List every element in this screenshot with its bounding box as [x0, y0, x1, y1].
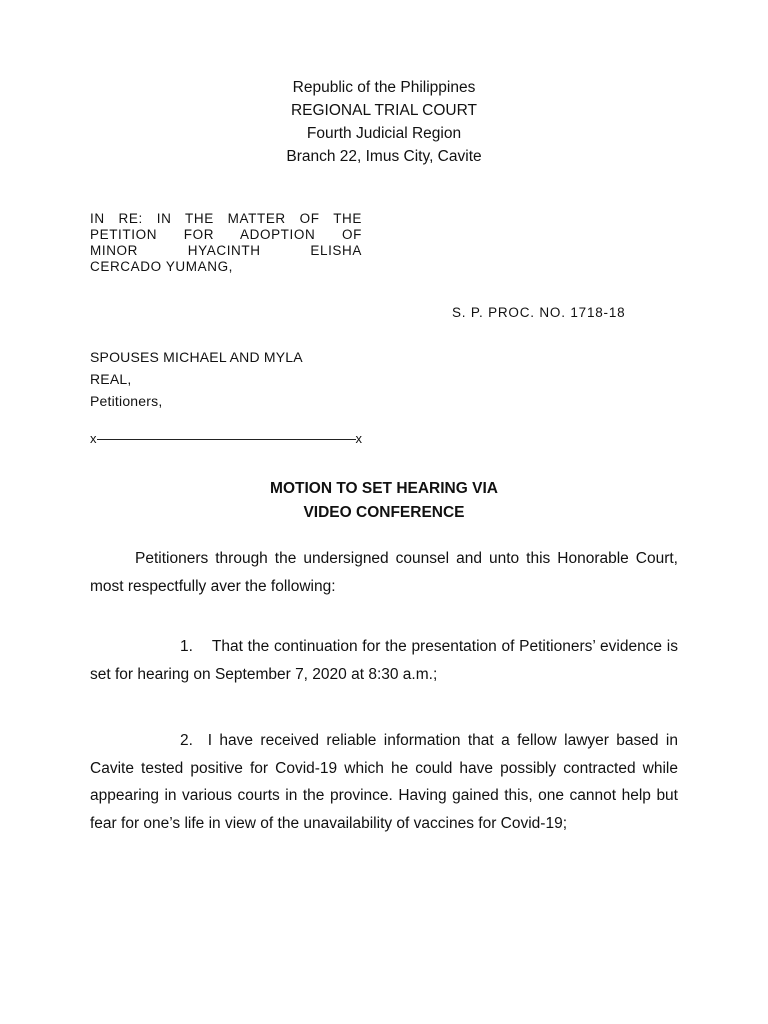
caption-divider	[90, 431, 362, 447]
item-1-number: 1.	[180, 638, 193, 655]
case-caption	[90, 211, 362, 275]
petitioners-line-3: Petitioners,	[90, 393, 163, 409]
case-number: S. P. PROC. NO. 1718-18	[452, 305, 626, 320]
motion-title-line-2: VIDEO CONFERENCE	[303, 504, 465, 521]
court-name: REGIONAL TRIAL COURT	[290, 102, 478, 119]
caption-line-1: IN RE: IN THE MATTER OF THE	[90, 211, 362, 226]
item-2-text: I have received reliable information that a fellow lawyer based in Cavite tested positive for Covid-19 which he could have possibly contracted while appearing in various courts in the province. Having gained this, one cannot help but fear for one’s life in view of the unavailability of vaccines for Covid-19;	[90, 732, 678, 832]
paragraph-item-1	[90, 633, 678, 688]
motion-title	[0, 477, 768, 525]
divider-left-mark: x	[90, 431, 97, 446]
intro-paragraph: Petitioners through the undersigned counsel and unto this Honorable Court, most respectfully aver the following:	[90, 550, 678, 595]
court-header	[0, 76, 768, 168]
caption-line-2: PETITION FOR ADOPTION OF	[90, 227, 362, 242]
court-country: Republic of the Philippines	[292, 79, 476, 96]
petitioners-block	[90, 346, 303, 412]
court-branch: Branch 22, Imus City, Cavite	[286, 148, 482, 165]
divider-right-mark: x	[355, 431, 362, 446]
petitioners-line-2: REAL,	[90, 371, 132, 387]
item-1-text: That the continuation for the presentation of Petitioners’ evidence is set for hearing on September 7, 2020 at 8:30 a.m.;	[90, 638, 678, 683]
caption-line-3: MINOR HYACINTH ELISHA	[90, 243, 362, 258]
caption-line-4: CERCADO YUMANG,	[90, 259, 234, 274]
paragraph-item-2	[90, 727, 678, 837]
divider-line	[97, 439, 356, 440]
motion-title-line-1: MOTION TO SET HEARING VIA	[270, 480, 498, 497]
court-region: Fourth Judicial Region	[306, 125, 462, 142]
petitioners-line-1: SPOUSES MICHAEL AND MYLA	[90, 349, 303, 365]
item-2-number: 2.	[180, 732, 193, 749]
